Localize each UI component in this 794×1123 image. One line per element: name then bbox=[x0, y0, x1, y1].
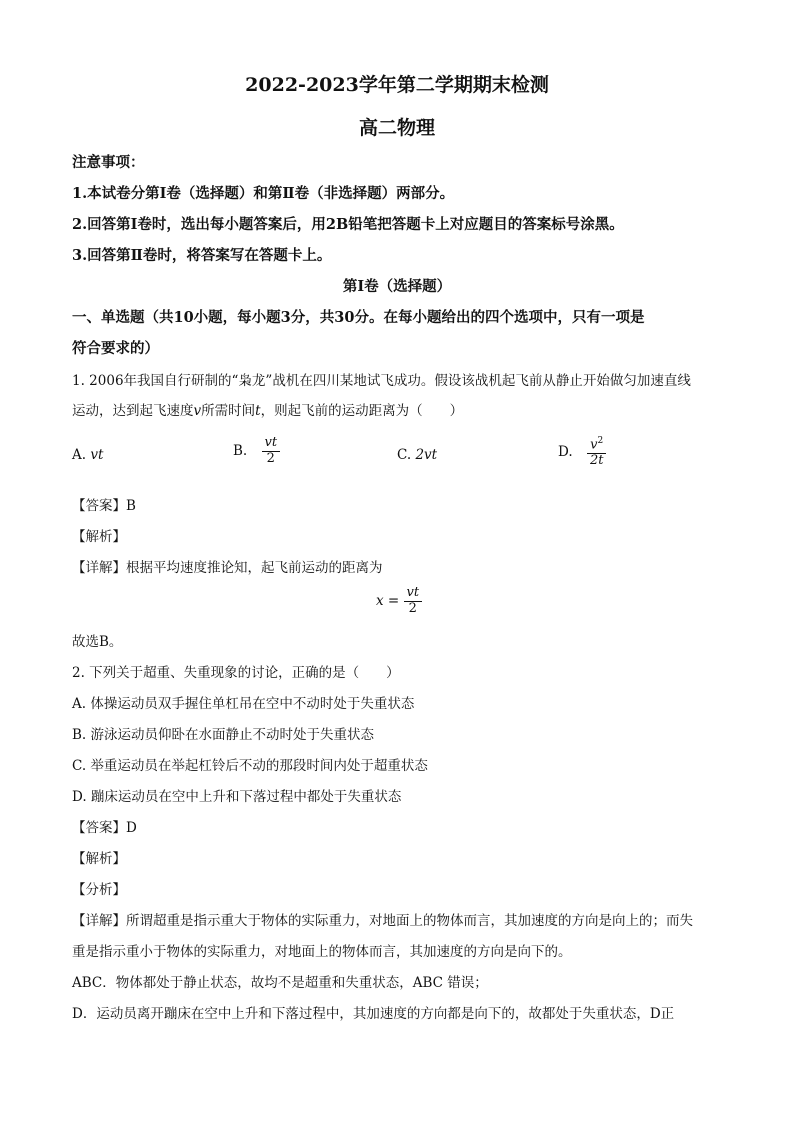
q1-option-b-label: B. bbox=[233, 442, 248, 459]
q1-option-c-expr: 2vt bbox=[415, 447, 438, 463]
q1-option-b bbox=[233, 436, 280, 467]
q2-option-c: C. 举重运动员在举起杠铃后不动的那段时间内处于超重状态 bbox=[72, 758, 428, 774]
q2-abc-explanation: ABC．物体都处于静止状态，故均不是超重和失重状态，ABC 错误； bbox=[72, 975, 488, 991]
q1-option-a bbox=[72, 447, 103, 463]
q1-var-t: t bbox=[255, 403, 261, 419]
section-heading-line1: 一、单选题（共10小题，每小题3分，共30分。在每小题给出的四个选项中，只有一项是 bbox=[72, 309, 645, 326]
q1-stem-line2 bbox=[72, 399, 463, 419]
q1-option-c bbox=[397, 447, 437, 463]
q1-stem-text-a: 运动，达到起飞速度 bbox=[72, 403, 194, 419]
q2-detail-line1: 【详解】所谓超重是指示重大于物体的实际重力，对地面上的物体而言，其加速度的方向是向上的；而失 bbox=[72, 913, 693, 929]
q1-stem-text-c: ，则起飞前的运动距离为（ ） bbox=[260, 403, 464, 419]
q1-option-a-label: A. bbox=[72, 447, 87, 463]
q1-formula bbox=[376, 586, 422, 617]
q1-option-d bbox=[558, 436, 606, 469]
q2-option-d: D. 蹦床运动员在空中上升和下落过程中都处于失重状态 bbox=[72, 789, 402, 805]
section-heading-line2: 符合要求的） bbox=[72, 340, 159, 357]
section-title: 第Ⅰ卷（选择题） bbox=[342, 278, 452, 295]
q1-stem-text-b: 所需时间 bbox=[201, 403, 256, 419]
q2-fenxi: 【分析】 bbox=[72, 882, 126, 898]
q1-analysis: 【解析】 bbox=[72, 529, 126, 545]
q2-detail-line2: 重是指示重小于物体的实际重力，对地面上的物体而言，其加速度的方向是向下的。 bbox=[72, 944, 572, 960]
q1-formula-lhs: x bbox=[376, 592, 384, 609]
notice-heading: 注意事项： bbox=[72, 154, 145, 171]
q1-formula-equals: = bbox=[387, 592, 400, 609]
q1-option-a-expr: vt bbox=[90, 447, 104, 463]
q1-detail: 【详解】根据平均速度推论知，起飞前运动的距离为 bbox=[72, 560, 383, 576]
q2-d-explanation: D．运动员离开蹦床在空中上升和下落过程中，其加速度的方向都是向下的，故都处于失重状态，D正 bbox=[72, 1006, 675, 1022]
q2-option-a: A. 体操运动员双手握住单杠吊在空中不动时处于失重状态 bbox=[72, 696, 415, 712]
notice-item-3: 3.回答第Ⅱ卷时，将答案写在答题卡上。 bbox=[72, 247, 332, 264]
q1-answer: 【答案】B bbox=[72, 498, 136, 514]
exam-title: 2022-2023学年第二学期期末检测 bbox=[245, 74, 549, 96]
q1-option-b-numerator: vt bbox=[262, 436, 281, 452]
q1-formula-numerator: vt bbox=[404, 586, 423, 602]
q1-option-d-denominator: 2t bbox=[589, 453, 604, 469]
q2-stem: 2. 下列关于超重、失重现象的讨论，正确的是（ ） bbox=[72, 665, 400, 681]
notice-item-2: 2.回答第Ⅰ卷时，选出每小题答案后，用2B铅笔把答题卡上对应题目的答案标号涂黑。 bbox=[72, 216, 624, 233]
q1-option-d-label: D. bbox=[558, 444, 573, 461]
q2-answer: 【答案】D bbox=[72, 820, 137, 836]
q1-conclusion: 故选B。 bbox=[72, 634, 123, 650]
q1-option-d-base: v bbox=[590, 437, 598, 453]
q2-analysis: 【解析】 bbox=[72, 851, 126, 867]
q1-option-b-denominator: 2 bbox=[266, 450, 275, 466]
q1-option-d-exponent: 2 bbox=[597, 436, 604, 446]
q1-option-c-label: C. bbox=[397, 447, 412, 463]
notice-item-1: 1.本试卷分第Ⅰ卷（选择题）和第Ⅱ卷（非选择题）两部分。 bbox=[72, 185, 455, 202]
q2-option-b: B. 游泳运动员仰卧在水面静止不动时处于失重状态 bbox=[72, 727, 375, 743]
q1-option-d-numerator bbox=[587, 436, 606, 454]
exam-subject: 高二物理 bbox=[358, 117, 435, 139]
q1-formula-denominator: 2 bbox=[408, 600, 417, 616]
q1-stem-line1: 1. 2006年我国自行研制的“枭龙”战机在四川某地试飞成功。假设该战机起飞前从静止开始做匀加速直线 bbox=[72, 373, 691, 389]
q1-var-v: v bbox=[193, 403, 202, 419]
